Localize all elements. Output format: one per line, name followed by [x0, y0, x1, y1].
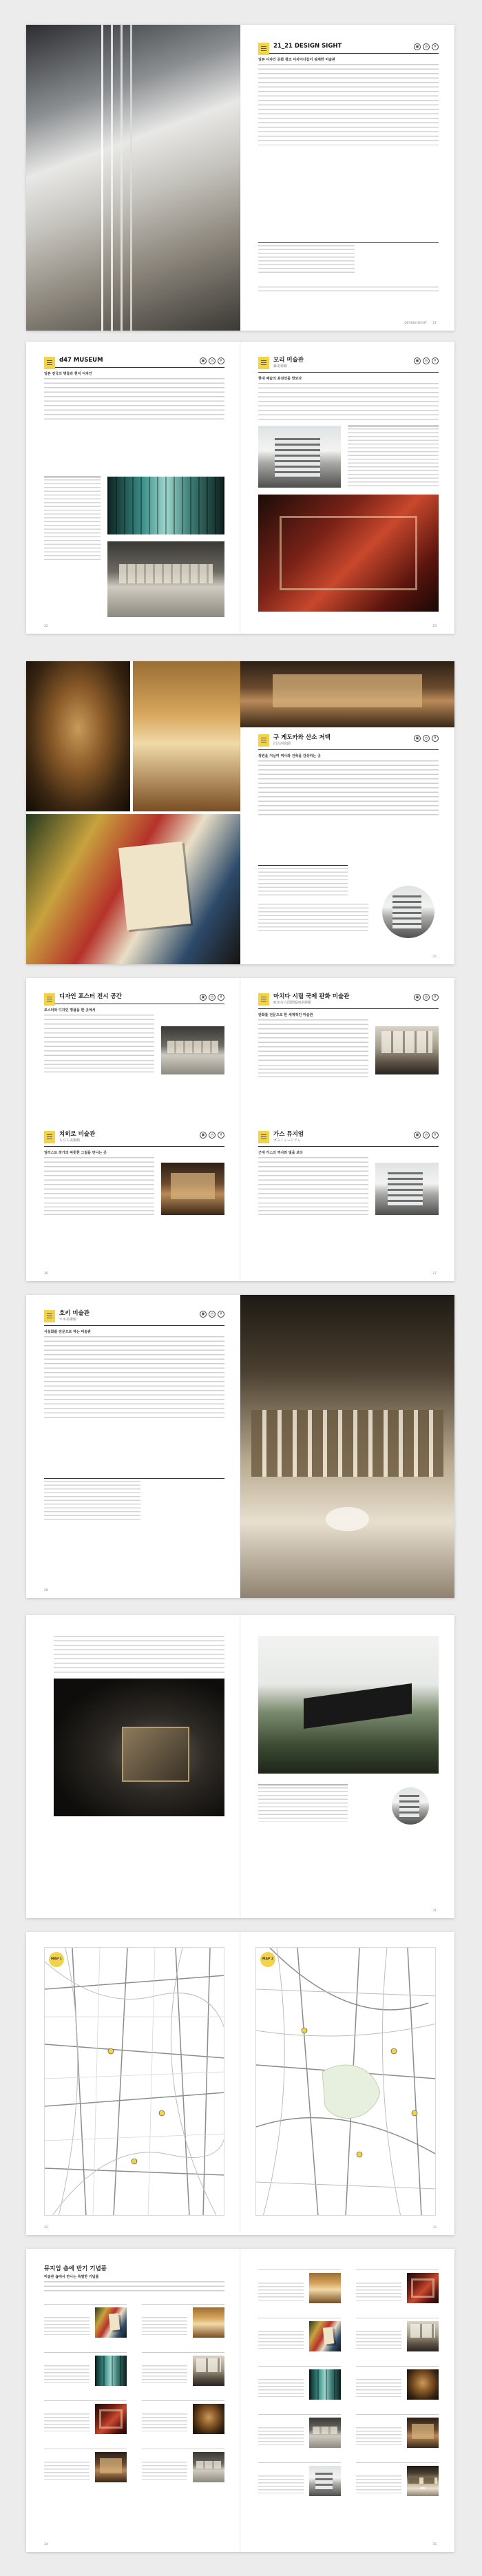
section-tab-icon — [258, 993, 269, 1006]
section-museum-shop — [44, 2264, 224, 2294]
goods-item — [258, 2366, 341, 2402]
body-text-block — [44, 378, 224, 421]
clock-icon: ◷ — [209, 1132, 216, 1139]
street-map-1 — [45, 1948, 224, 2216]
map-tag: MAP 2 — [260, 1952, 275, 1967]
spread-1 — [26, 25, 454, 331]
goods-item — [44, 2449, 127, 2484]
folio: 33 — [432, 2226, 437, 2230]
yen-icon: ¥ — [432, 735, 439, 742]
yen-icon: ¥ — [218, 1132, 224, 1139]
goods-item — [356, 2318, 439, 2354]
installation-photo — [258, 495, 439, 612]
info-box — [258, 242, 439, 274]
section-furukawa — [258, 734, 439, 816]
gutter — [240, 342, 241, 634]
title-rule — [258, 1008, 439, 1009]
section-tab-icon — [44, 1131, 55, 1143]
folio: 28 — [44, 1589, 48, 1592]
chihiro-photo — [161, 1163, 224, 1215]
info-badges — [414, 735, 439, 742]
gas-museum-photo — [375, 1163, 439, 1215]
mask-photo — [26, 661, 130, 811]
goods-item — [142, 2449, 224, 2484]
folio: 25 — [432, 955, 437, 959]
goods-item — [356, 2414, 439, 2450]
info-badges — [200, 994, 224, 1001]
info-lines — [258, 245, 355, 274]
body-text-block — [44, 1015, 154, 1056]
yen-icon: ¥ — [432, 357, 439, 364]
yen-icon: ¥ — [218, 994, 224, 1001]
lead-text: 근대 가스의 역사와 빛을 보다 — [258, 1151, 303, 1155]
goods-item — [258, 2318, 341, 2354]
info-badges — [414, 43, 439, 50]
dark-gallery-photo — [54, 1679, 224, 1816]
lead-text: 포스터와 디자인 명품을 한 곳에서 — [44, 1008, 96, 1012]
glass-gallery-photo — [107, 477, 224, 534]
clock-icon: ◷ — [423, 43, 430, 50]
section-tab-icon — [44, 993, 55, 1006]
exhibit-photo — [107, 541, 224, 617]
info-box — [258, 1785, 348, 1822]
info-lines — [44, 479, 101, 562]
lead-text: 일러스트 작가의 따뜻한 그림을 만나는 곳 — [44, 1151, 107, 1155]
spread-6 — [26, 1615, 454, 1918]
lead-text: 미술관 숍에서 만나는 특별한 기념품 — [44, 2275, 99, 2279]
yen-icon: ¥ — [218, 357, 224, 364]
building-icon: ▣ — [414, 994, 421, 1001]
building-icon: ▣ — [414, 43, 421, 50]
page-right — [240, 1295, 454, 1598]
folio: 21 — [432, 322, 437, 325]
section-subtitle: ガスミュージアム — [273, 1139, 301, 1143]
folio: 35 — [432, 2543, 437, 2546]
section-title: 뮤지엄 숍에 반기 기념품 — [44, 2265, 107, 2272]
info-box — [44, 1478, 224, 1522]
clock-icon: ◷ — [423, 994, 430, 1001]
page-left — [26, 1932, 240, 2235]
info-lines — [258, 1203, 368, 1216]
lead-text: 정원을 거닐며 역사와 건축을 감상하는 곳 — [258, 754, 321, 758]
body-text-block — [258, 1157, 368, 1198]
spread-2 — [26, 342, 454, 634]
goods-item — [142, 2400, 224, 2436]
folio: 32 — [44, 2226, 48, 2230]
section-title: 호키 미술관 — [59, 1310, 90, 1317]
section-tab-icon — [44, 1310, 55, 1322]
info-badges — [414, 357, 439, 364]
folio: 23 — [432, 625, 437, 628]
title-rule — [258, 372, 439, 373]
spread-8 — [26, 2249, 454, 2552]
map-2[interactable] — [255, 1947, 436, 2216]
section-subtitle: ホキ美術館 — [59, 1318, 77, 1322]
title-rule — [44, 1146, 224, 1147]
section-subtitle: ちひろ美術館 — [59, 1139, 81, 1143]
gutter — [240, 1932, 241, 2235]
goods-item — [356, 2462, 439, 2498]
section-tab-icon — [258, 734, 269, 747]
folio: 22 — [44, 625, 48, 628]
section-subtitle: 町田市立国際版画美術館 — [273, 1001, 312, 1005]
page-left — [26, 1295, 240, 1598]
clock-icon: ◷ — [209, 994, 216, 1001]
info-lines — [44, 1203, 154, 1216]
section-tab-icon — [258, 357, 269, 369]
section-tab-icon — [44, 357, 55, 369]
body-text-block — [44, 1336, 224, 1419]
info-lines — [258, 868, 348, 898]
building-icon: ▣ — [414, 1132, 421, 1139]
info-badges — [200, 1132, 224, 1139]
page-right — [240, 978, 454, 1281]
architecture-photo — [258, 1636, 439, 1774]
folio: 27 — [432, 1272, 437, 1276]
info-box — [348, 426, 439, 486]
section-title: 모리 미술관 — [273, 357, 304, 364]
poster-room-photo — [161, 1026, 224, 1074]
body-text-block — [44, 2281, 224, 2294]
info-lines — [44, 1060, 154, 1074]
section-title: 마치다 시립 국제 판화 미술관 — [273, 993, 350, 1000]
building-icon: ▣ — [414, 357, 421, 364]
clock-icon: ◷ — [423, 735, 430, 742]
body-text-block — [54, 1636, 224, 1673]
goods-item — [258, 2462, 341, 2498]
page-right — [240, 2249, 454, 2552]
title-rule — [258, 53, 439, 54]
section-title: 디자인 포스터 전시 공간 — [59, 993, 122, 1000]
spread-3 — [26, 661, 454, 964]
spread-7 — [26, 1932, 454, 2235]
building-thumb — [392, 1787, 429, 1825]
yen-icon: ¥ — [432, 1132, 439, 1139]
spread-5 — [26, 1295, 454, 1598]
page-right — [240, 25, 454, 331]
title-rule — [258, 749, 439, 750]
lounge-photo — [133, 661, 240, 811]
body-text-block — [44, 1157, 154, 1198]
info-lines — [348, 428, 439, 486]
building-icon: ▣ — [200, 357, 207, 364]
goods-item — [258, 2269, 341, 2305]
goods-item — [44, 2400, 127, 2436]
gallery-hall-photo — [240, 1295, 454, 1598]
info-lines — [258, 1787, 348, 1822]
body-text-block — [258, 64, 439, 145]
clock-icon: ◷ — [423, 357, 430, 364]
gutter — [240, 25, 241, 331]
folio: 26 — [44, 1272, 48, 1276]
section-hoki-museum — [44, 1310, 224, 1419]
street-map-2 — [256, 1948, 436, 2216]
lead-text: 일본 디자인 문화 창조 디자이너들이 설계한 미술관 — [258, 58, 335, 62]
info-box — [258, 865, 348, 898]
lead-text: 판화를 전문으로 한 세계적인 미술관 — [258, 1013, 313, 1017]
yen-icon: ¥ — [218, 1311, 224, 1318]
info-lines — [44, 1481, 140, 1522]
clock-icon: ◷ — [209, 357, 216, 364]
building-thumb — [382, 886, 434, 938]
building-icon: ▣ — [414, 735, 421, 742]
atrium-photo — [26, 25, 240, 331]
section-title: 21_21 DESIGN SIGHT — [273, 43, 342, 50]
caption-block — [258, 904, 368, 931]
spread-4 — [26, 978, 454, 1281]
title-rule — [44, 1325, 224, 1326]
goods-item — [142, 2304, 224, 2340]
page-left — [26, 1615, 240, 1918]
yen-icon: ¥ — [432, 994, 439, 1001]
info-badges — [414, 994, 439, 1001]
section-title: d47 MUSEUM — [59, 357, 103, 364]
map-1[interactable] — [44, 1947, 224, 2216]
section-title: 가스 뮤지엄 — [273, 1131, 304, 1138]
section-subtitle: 旧古河庭園 — [273, 742, 291, 746]
map-tag: MAP 1 — [49, 1952, 64, 1967]
page-left — [26, 342, 240, 634]
building-icon: ▣ — [200, 994, 207, 1001]
page-left — [26, 2249, 240, 2552]
info-badges — [414, 1132, 439, 1139]
goods-item — [44, 2352, 127, 2388]
building-icon: ▣ — [200, 1132, 207, 1139]
page-right — [240, 1615, 454, 1918]
goods-item — [142, 2352, 224, 2388]
info-badges — [200, 357, 224, 364]
folio: 31 — [432, 1909, 437, 1913]
gutter — [240, 1295, 241, 1598]
title-rule — [258, 1146, 439, 1147]
info-badges — [200, 1311, 224, 1318]
page-right — [240, 661, 454, 964]
page-right — [240, 342, 454, 634]
title-rule — [44, 367, 224, 368]
goods-item — [356, 2269, 439, 2305]
section-mori-art-museum — [258, 357, 439, 422]
page-left — [26, 25, 240, 331]
page-right — [240, 1932, 454, 2235]
info-box — [44, 477, 101, 562]
section-21-21-design-sight — [258, 43, 439, 145]
lead-text: 사실화를 전문으로 하는 미술관 — [44, 1330, 92, 1334]
page-left — [26, 661, 240, 964]
print-museum-photo — [375, 1026, 439, 1074]
section-d47-museum — [44, 357, 224, 421]
room-photo — [240, 661, 454, 727]
section-tab-icon — [258, 43, 269, 55]
section-title: 구 게도카와 산소 저택 — [273, 734, 331, 741]
page-left — [26, 978, 240, 1281]
caption-block — [258, 287, 439, 292]
museum-building-photo — [258, 426, 341, 488]
section-subtitle: 森美術館 — [273, 364, 288, 368]
body-text-block — [258, 1019, 368, 1061]
gutter — [240, 978, 241, 1281]
folio: 34 — [44, 2543, 48, 2546]
gutter — [240, 1615, 241, 1918]
gutter — [240, 2249, 241, 2552]
clock-icon: ◷ — [209, 1311, 216, 1318]
lead-text: 일본 전국의 명물과 현지 디자인 — [44, 372, 92, 376]
building-icon: ▣ — [200, 1311, 207, 1318]
vintage-posters-photo — [26, 814, 240, 964]
goods-item — [44, 2304, 127, 2340]
goods-item — [356, 2366, 439, 2402]
running-head: DESIGN SIGHT — [404, 322, 427, 325]
info-lines — [258, 1065, 368, 1079]
yen-icon: ¥ — [432, 43, 439, 50]
body-text-block — [258, 383, 439, 422]
body-text-block — [258, 760, 439, 816]
gutter — [240, 661, 241, 964]
goods-item — [258, 2414, 341, 2450]
clock-icon: ◷ — [423, 1132, 430, 1139]
section-tab-icon — [258, 1131, 269, 1143]
lead-text: 현대 예술의 최전선을 맛보다 — [258, 377, 302, 381]
section-title: 치히로 미술관 — [59, 1131, 96, 1138]
